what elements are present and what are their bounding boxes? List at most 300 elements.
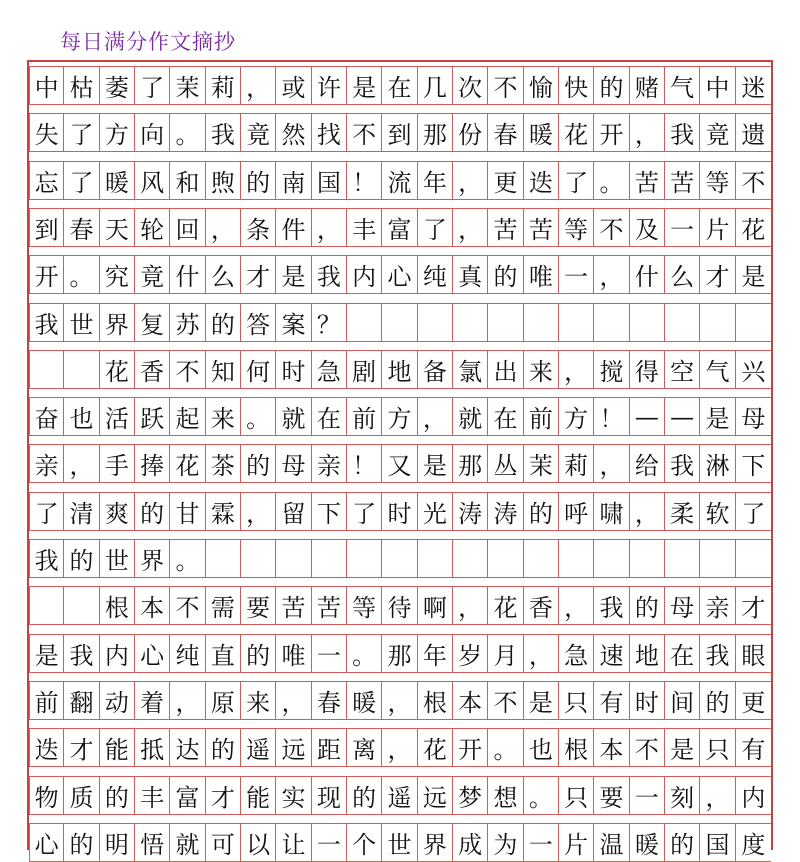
- grid-cell: 是: [347, 67, 382, 104]
- composition-grid-sheet: [27, 60, 773, 859]
- grid-cell: [630, 540, 665, 577]
- grid-row: [29, 681, 771, 720]
- grid-cell: 就: [170, 824, 205, 861]
- grid-cell: 纯: [170, 635, 205, 672]
- grid-cell: 内: [741, 783, 766, 812]
- grid-cell: 是: [700, 398, 735, 435]
- grid-cell: 根: [100, 587, 135, 624]
- grid-cell: 在: [312, 398, 347, 435]
- grid-cell: 才: [206, 777, 241, 814]
- grid-cell: 方: [100, 114, 135, 151]
- grid-cell: ，: [170, 682, 205, 719]
- grid-cell: 许: [312, 67, 347, 104]
- grid-cell: 春: [488, 114, 523, 151]
- grid-cell: [418, 304, 453, 341]
- grid-cell: 。: [524, 777, 559, 814]
- grid-cell: 案: [276, 304, 311, 341]
- grid-cell: ！: [594, 398, 629, 435]
- grid-row: [29, 728, 771, 767]
- grid-cell: 急: [559, 635, 594, 672]
- grid-cell: 清: [64, 493, 99, 530]
- grid-cell: 苦: [276, 587, 311, 624]
- grid-cell: 花: [741, 215, 766, 244]
- grid-cell: ，: [382, 682, 417, 719]
- grid-cell: 什: [170, 256, 205, 293]
- grid-cell: 世: [382, 824, 417, 861]
- grid-cell: [382, 304, 417, 341]
- grid-cell: [665, 304, 700, 341]
- grid-cell: 纯: [418, 256, 453, 293]
- grid-cell: [347, 540, 382, 577]
- grid-cell: 向: [135, 114, 170, 151]
- grid-cell: ，: [418, 398, 453, 435]
- grid-cell: 茉: [524, 445, 559, 482]
- grid-cell: 啊: [418, 587, 453, 624]
- grid-cell: 么: [665, 256, 700, 293]
- grid-cell: 的: [665, 824, 700, 861]
- grid-cell: 件: [276, 209, 311, 246]
- grid-cell: 枯: [64, 67, 99, 104]
- grid-cell: 年: [418, 635, 453, 672]
- grid-cell: 时: [382, 493, 417, 530]
- grid-cell: 不: [630, 729, 665, 766]
- grid-cell: 迭: [29, 729, 64, 766]
- grid-cell: 也: [524, 729, 559, 766]
- grid-cell: 更: [741, 688, 766, 717]
- grid-cell: 等: [559, 209, 594, 246]
- grid-cell: ，: [524, 635, 559, 672]
- grid-cell: [276, 540, 311, 577]
- grid-cell: ，: [594, 256, 629, 293]
- grid-cell: 了: [64, 162, 99, 199]
- grid-cell: 个: [347, 824, 382, 861]
- grid-cell: 只: [559, 777, 594, 814]
- grid-cell: 我: [312, 256, 347, 293]
- grid-cell: 了: [418, 209, 453, 246]
- grid-row: [29, 444, 771, 483]
- grid-cell: 及: [630, 209, 665, 246]
- grid-cell: [630, 304, 665, 341]
- grid-cell: 本: [594, 729, 629, 766]
- grid-cell: 前: [524, 398, 559, 435]
- grid-cell: 不: [488, 682, 523, 719]
- grid-cell: 抵: [135, 729, 170, 766]
- grid-cell: 我: [206, 114, 241, 151]
- grid-cell: 翻: [64, 682, 99, 719]
- grid-cell: 成: [453, 824, 488, 861]
- grid-cell: 岁: [453, 635, 488, 672]
- grid-cell: 才: [64, 729, 99, 766]
- grid-cell: ？: [312, 304, 347, 341]
- grid-cell: 遥: [241, 729, 276, 766]
- grid-cell: ，: [559, 351, 594, 388]
- grid-cell: 起: [170, 398, 205, 435]
- grid-cell: ，: [382, 729, 417, 766]
- grid-cell: 界: [100, 304, 135, 341]
- grid-cell: 我: [665, 114, 700, 151]
- grid-cell: 或: [276, 67, 311, 104]
- grid-cell: 我: [594, 587, 629, 624]
- grid-cell: —: [630, 398, 665, 435]
- grid-cell: —: [665, 398, 700, 435]
- grid-cell: 迷: [741, 74, 766, 102]
- grid-cell: 片: [559, 824, 594, 861]
- grid-cell: 涛: [488, 493, 523, 530]
- grid-cell: 了: [135, 67, 170, 104]
- grid-cell: 动: [100, 682, 135, 719]
- grid-cell: 了: [559, 162, 594, 199]
- grid-cell: 淋: [700, 445, 735, 482]
- grid-cell: 度: [741, 830, 766, 859]
- grid-cell: 忘: [29, 162, 64, 199]
- grid-cell: ，: [64, 445, 99, 482]
- grid-cell: 的: [135, 493, 170, 530]
- grid-cell: [488, 540, 523, 577]
- grid-cell: 时: [630, 682, 665, 719]
- grid-cell: [594, 540, 629, 577]
- grid-cell: 地: [382, 351, 417, 388]
- grid-cell: 萎: [100, 67, 135, 104]
- grid-cell: 赌: [630, 67, 665, 104]
- grid-cell: [736, 540, 771, 577]
- grid-cell: 方: [559, 398, 594, 435]
- grid-cell: 为: [488, 824, 523, 861]
- grid-cell: 距: [312, 729, 347, 766]
- grid-cell: 不: [741, 168, 766, 197]
- grid-row: [29, 492, 771, 531]
- page-header-title: 每日满分作文摘抄: [60, 30, 236, 54]
- grid-cell: ，: [241, 493, 276, 530]
- grid-cell: [64, 351, 99, 388]
- grid-cell: 内: [347, 256, 382, 293]
- grid-cell: [559, 540, 594, 577]
- grid-cell: 前: [29, 682, 64, 719]
- grid-cell: 苦: [312, 587, 347, 624]
- grid-cell: 剧: [347, 351, 382, 388]
- grid-cell: [347, 304, 382, 341]
- grid-cell: 更: [488, 162, 523, 199]
- grid-cell: 气: [665, 67, 700, 104]
- grid-row: [29, 208, 771, 247]
- grid-cell: 遗: [741, 121, 766, 150]
- grid-cell: 的: [524, 493, 559, 530]
- grid-cell: 间: [665, 682, 700, 719]
- grid-row: [29, 397, 771, 436]
- grid-cell: 真: [453, 256, 488, 293]
- grid-cell: 也: [64, 398, 99, 435]
- grid-cell: 爽: [100, 493, 135, 530]
- grid-cell: 什: [630, 256, 665, 293]
- grid-cell: 下: [312, 493, 347, 530]
- grid-cell: 到: [382, 114, 417, 151]
- grid-cell: 兴: [741, 357, 766, 386]
- grid-cell: 一: [312, 824, 347, 861]
- grid-cell: 实: [276, 777, 311, 814]
- grid-cell: 涛: [453, 493, 488, 530]
- grid-cell: 失: [29, 114, 64, 151]
- grid-cell: 我: [700, 635, 735, 672]
- grid-cell: 愉: [524, 67, 559, 104]
- grid-cell: 暖: [630, 824, 665, 861]
- grid-cell: [418, 540, 453, 577]
- grid-cell: 搅: [594, 351, 629, 388]
- grid-cell: 。: [488, 729, 523, 766]
- grid-cell: 知: [206, 351, 241, 388]
- grid-cell: [524, 540, 559, 577]
- grid-cell: ，: [453, 587, 488, 624]
- grid-cell: 中: [700, 67, 735, 104]
- grid-cell: 然: [276, 114, 311, 151]
- grid-cell: ，: [241, 67, 276, 104]
- grid-cell: 远: [276, 729, 311, 766]
- grid-cell: 流: [382, 162, 417, 199]
- grid-cell: 母: [665, 587, 700, 624]
- grid-cell: 天: [100, 209, 135, 246]
- grid-cell: 年: [418, 162, 453, 199]
- grid-cell: 空: [665, 351, 700, 388]
- grid-cell: 甘: [170, 493, 205, 530]
- grid-cell: 质: [64, 777, 99, 814]
- grid-cell: 心: [382, 256, 417, 293]
- grid-cell: 迭: [524, 162, 559, 199]
- grid-cell: 何: [241, 351, 276, 388]
- grid-cell: 给: [630, 445, 665, 482]
- grid-row: [29, 776, 771, 815]
- grid-cell: 竟: [700, 114, 735, 151]
- grid-cell: [736, 304, 771, 341]
- grid-cell: 花: [100, 351, 135, 388]
- grid-cell: 苏: [170, 304, 205, 341]
- grid-cell: 着: [135, 682, 170, 719]
- grid-cell: 有: [594, 682, 629, 719]
- grid-cell: 本: [453, 682, 488, 719]
- grid-cell: 才: [241, 256, 276, 293]
- grid-cell: 花: [559, 114, 594, 151]
- grid-cell: 以: [241, 824, 276, 861]
- grid-cell: 眼: [741, 641, 766, 670]
- grid-cell: 春: [312, 682, 347, 719]
- grid-cell: 一: [559, 256, 594, 293]
- grid-cell: 活: [100, 398, 135, 435]
- grid-cell: 了: [741, 499, 766, 528]
- grid-cell: 备: [418, 351, 453, 388]
- grid-cell: 份: [453, 114, 488, 151]
- grid-cell: 心: [29, 824, 64, 861]
- grid-cell: 几: [418, 67, 453, 104]
- grid-cell: 速: [594, 635, 629, 672]
- grid-cell: [665, 540, 700, 577]
- grid-cell: 光: [418, 493, 453, 530]
- grid-cell: 那: [418, 114, 453, 151]
- grid-cell: 根: [559, 729, 594, 766]
- grid-cell: 本: [135, 587, 170, 624]
- grid-cell: 才: [700, 256, 735, 293]
- grid-cell: 在: [488, 398, 523, 435]
- grid-row: [29, 634, 771, 673]
- grid-cell: 苦: [524, 209, 559, 246]
- grid-cell: 风: [135, 162, 170, 199]
- grid-cell: 一: [524, 824, 559, 861]
- grid-cell: 急: [312, 351, 347, 388]
- grid-cell: 的: [630, 587, 665, 624]
- grid-cell: 母: [276, 445, 311, 482]
- grid-cell: 是: [741, 263, 766, 292]
- grid-cell: 来: [524, 351, 559, 388]
- grid-cell: ，: [630, 114, 665, 151]
- grid-cell: 条: [241, 209, 276, 246]
- grid-cell: 。: [241, 398, 276, 435]
- grid-cell: 物: [29, 777, 64, 814]
- grid-cell: 。: [170, 540, 205, 577]
- grid-cell: 等: [347, 587, 382, 624]
- grid-cell: 开: [453, 729, 488, 766]
- grid-cell: 要: [241, 587, 276, 624]
- grid-cell: 煦: [206, 162, 241, 199]
- grid-cell: 花: [170, 445, 205, 482]
- grid-cell: 春: [64, 209, 99, 246]
- grid-cell: 是: [29, 635, 64, 672]
- grid-cell: 片: [700, 209, 735, 246]
- grid-cell: [453, 304, 488, 341]
- grid-cell: 又: [382, 445, 417, 482]
- grid-cell: 才: [741, 594, 766, 623]
- grid-cell: 心: [135, 635, 170, 672]
- grid-cell: 是: [418, 445, 453, 482]
- grid-cell: [64, 587, 99, 624]
- grid-cell: 氯: [453, 351, 488, 388]
- grid-cell: 轮: [135, 209, 170, 246]
- grid-cell: 捧: [135, 445, 170, 482]
- grid-cell: 在: [665, 635, 700, 672]
- grid-cell: 亲: [700, 587, 735, 624]
- grid-cell: 那: [382, 635, 417, 672]
- grid-cell: 国: [312, 162, 347, 199]
- grid-cell: 等: [700, 162, 735, 199]
- grid-cell: 开: [29, 256, 64, 293]
- grid-cell: 一: [312, 635, 347, 672]
- grid-cell: 世: [64, 304, 99, 341]
- grid-cell: 回: [170, 209, 205, 246]
- grid-cell: 是: [524, 682, 559, 719]
- grid-cell: 是: [276, 256, 311, 293]
- grid-cell: 竟: [241, 114, 276, 151]
- grid-cell: 莉: [206, 67, 241, 104]
- grid-cell: [594, 304, 629, 341]
- grid-cell: [29, 587, 64, 624]
- grid-cell: 能: [100, 729, 135, 766]
- grid-cell: 的: [100, 777, 135, 814]
- grid-cell: 想: [488, 777, 523, 814]
- grid-cell: 次: [453, 67, 488, 104]
- grid-cell: 一: [630, 777, 665, 814]
- grid-row: [29, 66, 771, 105]
- grid-cell: 的: [347, 777, 382, 814]
- grid-cell: 达: [170, 729, 205, 766]
- grid-row: [29, 161, 771, 200]
- grid-cell: 在: [382, 67, 417, 104]
- grid-cell: 富: [382, 209, 417, 246]
- grid-cell: 要: [594, 777, 629, 814]
- grid-cell: 国: [700, 824, 735, 861]
- grid-cell: ，: [700, 777, 735, 814]
- grid-cell: 呼: [559, 493, 594, 530]
- grid-cell: 中: [29, 67, 64, 104]
- grid-cell: 花: [488, 587, 523, 624]
- grid-cell: 让: [276, 824, 311, 861]
- grid-cell: 只: [700, 729, 735, 766]
- grid-cell: 我: [64, 635, 99, 672]
- grid-cell: ，: [630, 493, 665, 530]
- grid-cell: 复: [135, 304, 170, 341]
- grid-cell: 得: [630, 351, 665, 388]
- grid-cell: 地: [630, 635, 665, 672]
- grid-cell: 是: [665, 729, 700, 766]
- grid-cell: 可: [206, 824, 241, 861]
- grid-cell: 了: [347, 493, 382, 530]
- grid-cell: 一: [665, 209, 700, 246]
- grid-cell: 直: [206, 635, 241, 672]
- grid-cell: 能: [241, 777, 276, 814]
- grid-cell: ！: [347, 162, 382, 199]
- grid-cell: [700, 304, 735, 341]
- grid-cell: 跃: [135, 398, 170, 435]
- grid-cell: 不: [170, 351, 205, 388]
- grid-cell: 柔: [665, 493, 700, 530]
- grid-cell: 就: [453, 398, 488, 435]
- grid-row: [29, 303, 771, 342]
- grid-cell: 竟: [135, 256, 170, 293]
- grid-row: [29, 255, 771, 294]
- grid-cell: 不: [488, 67, 523, 104]
- grid-cell: 界: [135, 540, 170, 577]
- grid-cell: 梦: [453, 777, 488, 814]
- grid-row: [29, 823, 771, 862]
- grid-cell: [559, 304, 594, 341]
- grid-cell: 只: [559, 682, 594, 719]
- grid-cell: 找: [312, 114, 347, 151]
- grid-cell: 的: [700, 682, 735, 719]
- grid-cell: 现: [312, 777, 347, 814]
- grid-cell: [241, 540, 276, 577]
- grid-cell: 手: [100, 445, 135, 482]
- grid-cell: 出: [488, 351, 523, 388]
- grid-cell: 丛: [488, 445, 523, 482]
- grid-cell: 就: [276, 398, 311, 435]
- grid-cell: 。: [347, 635, 382, 672]
- grid-cell: [29, 351, 64, 388]
- grid-cell: 。: [64, 256, 99, 293]
- grid-cell: ，: [594, 445, 629, 482]
- grid-cell: 丰: [347, 209, 382, 246]
- grid-cell: 苦: [665, 162, 700, 199]
- grid-cell: 暖: [524, 114, 559, 151]
- grid-cell: 软: [700, 493, 735, 530]
- grid-cell: 茶: [206, 445, 241, 482]
- grid-row: [29, 586, 771, 625]
- grid-cell: 的: [241, 635, 276, 672]
- grid-cell: [312, 540, 347, 577]
- grid-cell: 唯: [276, 635, 311, 672]
- grid-cell: [488, 304, 523, 341]
- grid-cell: 答: [241, 304, 276, 341]
- grid-cell: ，: [453, 162, 488, 199]
- grid-cell: [206, 540, 241, 577]
- grid-cell: 苦: [630, 162, 665, 199]
- grid-cell: ，: [276, 682, 311, 719]
- grid-row: [29, 539, 771, 578]
- grid-cell: 唯: [524, 256, 559, 293]
- grid-cell: 遥: [382, 777, 417, 814]
